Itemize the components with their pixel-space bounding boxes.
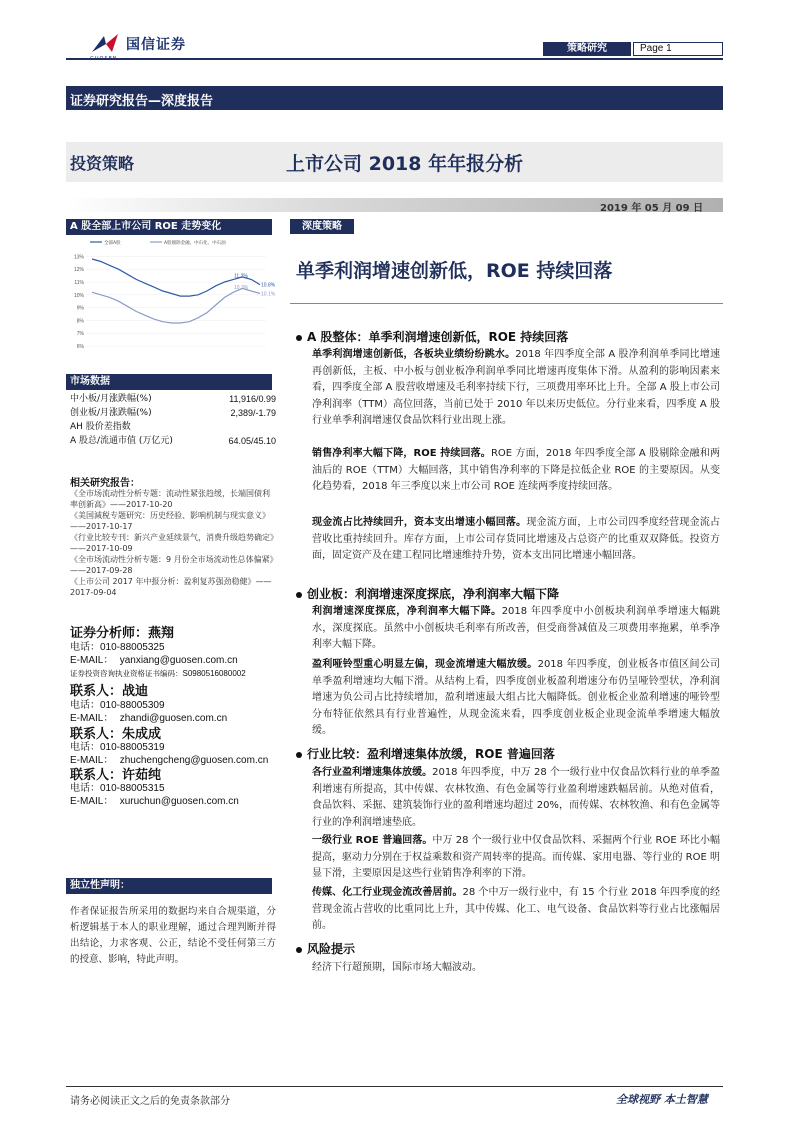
headline: 单季利润增速创新低，ROE 持续回落 xyxy=(296,260,613,282)
market-row xyxy=(70,421,276,434)
footer-disclaimer: 请务必阅读正文之后的免责条款部分 xyxy=(70,1096,230,1107)
report-category: 投资策略 xyxy=(70,154,135,173)
page-label: Page 1 xyxy=(633,42,723,56)
y-tick-label: 6% xyxy=(76,344,84,350)
contact-phone: 电话：010-88005319 xyxy=(70,742,165,753)
market-row-label: A 股总/流通市值 (万亿元) xyxy=(70,436,173,446)
market-row-value: 64.05/45.10 xyxy=(228,436,276,446)
legend-label: 全部A股 xyxy=(104,241,121,246)
bullet-icon xyxy=(296,335,302,341)
market-row xyxy=(70,435,276,448)
market-row-label: AH 股价差指数 xyxy=(70,422,131,432)
related-item[interactable]: 《全市场流动性分析专题：9 月份全市场流动性总体偏紧》——2017-09-28 xyxy=(70,555,278,575)
related-item[interactable]: 《行业比较专刊：新兴产业延续景气，消费升级趋势确定》——2017-10-09 xyxy=(70,533,278,553)
y-tick-label: 8% xyxy=(76,318,84,325)
market-row xyxy=(70,393,276,406)
deep-strategy-tag: 深度策略 xyxy=(290,219,354,234)
guosen-logo-icon xyxy=(90,32,120,54)
paragraph: 利润增速深度探底，净利润率大幅下降。2018 年四季度中小创板块利润单季增速大幅跳水，深度探底。虽然中小创板块毛利率有所改善，但受商誉减值及三项费用率拖累，单季净利率大幅下降。 xyxy=(312,606,720,650)
header-rule xyxy=(66,58,723,60)
market-data-title: 市场数据 xyxy=(66,374,272,390)
market-row xyxy=(70,407,276,420)
market-row-value: 11,916/0.99 xyxy=(229,394,276,404)
footer-slogan: 全球视野 本土智慧 xyxy=(616,1093,708,1106)
data-label: 11.2% xyxy=(234,273,248,280)
paragraph: 各行业盈利增速集体放缓。2018 年四季度，中万 28 个一级行业中仅食品饮料行业的单季盈利增速有所提高，其中传媒、农林牧渔、有色金属等行业盈利增速跌幅居前。从绝对值看，食品饮料、采掘、建筑装饰行业的盈利增速均超过 20%，而传媒、农林牧渔、和有色金属等行业的净利润增速垫底。 xyxy=(312,767,720,828)
bullet-icon xyxy=(296,592,302,598)
contact-email[interactable]: E-MAIL： zhandi@guosen.com.cn xyxy=(70,713,228,724)
y-tick-label: 7% xyxy=(76,331,84,338)
y-tick-label: 9% xyxy=(76,305,84,312)
section-heading: A 股整体：单季利润增速创新低，ROE 持续回落 xyxy=(296,328,568,345)
market-row-label: 创业板/月涨跌幅(%) xyxy=(70,408,152,418)
related-item[interactable]: 《上市公司 2017 年中报分析：盈利复苏强劲稳健》——2017-09-04 xyxy=(70,577,272,597)
data-label: 10.1% xyxy=(261,291,276,298)
report-title: 上市公司 2018 年年报分析 xyxy=(286,153,524,175)
independence-text: 作者保证报告所采用的数据均来自合规渠道，分析逻辑基于本人的职业理解，通过合理判断并得出结论，力求客观、公正，结论不受任何第三方的授意、影响，特此声明。 xyxy=(70,906,276,965)
related-item[interactable]: 《全市场流动性分析专题：流动性紧张趋缓，长端国债利率创新高》——2017-10-20 xyxy=(70,489,270,509)
paragraph: 单季利润增速创新低，各板块业绩纷纷跳水。2018 年四季度全部 A 股净利润单季同比增速再创新低，主板、中小板与创业板净利润单季同比增速再度集体下滑。从盈利的影响因素来看，四季度全部 A 股营收增速及毛利率持续下行，三项费用率环比上升。全部 A 股上市公司净利润率（TTM）高位回落，当前已处于 2010 年以来历史低位。分行业来看，四季度 A 股行业单季利润增速仅食品饮料行业出现上涨。 xyxy=(312,349,720,426)
y-tick-label: 12% xyxy=(73,267,84,274)
market-row-value: 2,389/-1.79 xyxy=(230,408,276,418)
contact-heading: 联系人：战迪 xyxy=(70,684,149,699)
paragraph: 经济下行超预期，国际市场大幅波动。 xyxy=(312,962,482,973)
bullet-icon xyxy=(296,947,302,953)
report-type: 证券研究报告—深度报告 xyxy=(70,94,214,109)
y-tick-label: 11% xyxy=(74,280,84,286)
analyst-heading: 证券分析师：燕翔 xyxy=(70,626,175,641)
y-tick-label: 10% xyxy=(73,292,84,299)
logo-text: 国信证券 xyxy=(126,37,186,53)
analyst-email[interactable]: E-MAIL： yanxiang@guosen.com.cn xyxy=(70,655,238,666)
data-label: 10.3% xyxy=(234,284,249,291)
related-list xyxy=(70,488,276,598)
section-heading: 行业比较：盈利增速集体放缓，ROE 普遍回落 xyxy=(296,745,555,762)
data-label: 10.8% xyxy=(261,282,276,289)
contact-heading: 联系人：朱成成 xyxy=(70,727,162,742)
analyst-cert: 证券投资咨询执业资格证书编码：S0980516080002 xyxy=(70,669,246,678)
report-date: 2019 年 05 月 09 日 xyxy=(600,203,704,214)
paragraph: 传媒、化工行业现金流改善居前。28 个中万一级行业中，有 15 个行业 2018 年四季度的经营现金流占营收的比重同比上升，其中传媒、化工、电气设备、食品饮料等行业占比涨幅居前。 xyxy=(312,887,721,931)
paragraph: 现金流占比持续回升，资本支出增速小幅回落。现金流方面，上市公司四季度经营现金流占营收比重持续回升。库存方面，上市公司存货同比增速及占总资产的比重双双降低。投资方面，固定资产及在建工程同比增速维持升势，资本支出同比增速小幅回落。 xyxy=(312,517,721,561)
contact-phone: 电话：010-88005315 xyxy=(70,783,165,794)
series-line xyxy=(92,288,260,323)
headline-rule xyxy=(290,303,723,304)
legend-label: A股剔除金融、中石化、中石油 xyxy=(164,241,226,246)
y-tick-label: 13% xyxy=(73,254,84,261)
section-heading: 创业板：利润增速深度探底，净利润率大幅下降 xyxy=(296,585,559,602)
footer-rule xyxy=(66,1086,723,1087)
market-row-label: 中小板/月涨跌幅(%) xyxy=(70,394,152,404)
related-title: 相关研究报告： xyxy=(70,478,140,489)
contact-email[interactable]: E-MAIL： zhuchengcheng@guosen.com.cn xyxy=(70,755,269,766)
chart-title: A 股全部上市公司 ROE 走势变化 xyxy=(66,219,272,235)
related-item[interactable]: 《美国減税专题研究：历史经验、影响机制与现实意义》——2017-10-17 xyxy=(70,511,270,531)
section-heading: 风险提示 xyxy=(296,940,355,957)
independence-title: 独立性声明： xyxy=(66,878,272,894)
paragraph: 盈利哑铃型重心明显左偏，现金流增速大幅放缓。2018 年四季度，创业板各市值区间公司单季盈利增速均大幅下滑。从结构上看，四季度创业板盈利增速分布仍呈哑铃型状，净利润增速为负公司占比持续增加，盈利增速最大组占比大幅降低。创业板企业盈利增速的哑铃型分布特征依然具有行业普遍性，从现金流来看，四季度创业板企业现金流单季增速大幅放缓。 xyxy=(312,659,721,736)
bullet-icon xyxy=(296,752,302,758)
paragraph: 销售净利率大幅下降，ROE 持续回落。ROE 方面，2018 年四季度全部 A 股剔除金融和两油后的 ROE（TTM）大幅回落，其中销售净利率的下降是拉低企业 ROE 的主要原因。从变化趋势看，2018 年三季度以来上市公司 ROE 连续两季度持续回落。 xyxy=(312,448,720,492)
contact-email[interactable]: E-MAIL： xuruchun@guosen.com.cn xyxy=(70,796,239,807)
paragraph: 一级行业 ROE 普遍回落。中万 28 个一级行业中仅食品饮料、采掘两个行业 ROE 环比小幅提高，驱动力分别在于权益乘数和资产周转率的提高。而传媒、家用电器、等行业的 ROE 明显下滑，主要原因是这些行业销售净利率的下滑。 xyxy=(312,835,721,879)
analyst-phone: 电话：010-88005325 xyxy=(70,642,165,653)
roe-chart xyxy=(66,234,286,354)
contact-phone: 电话：010-88005309 xyxy=(70,700,165,711)
roe-chart-svg xyxy=(66,234,286,354)
section-tag: 策略研究 xyxy=(543,42,631,56)
contact-heading: 联系人：许茹纯 xyxy=(70,768,162,783)
